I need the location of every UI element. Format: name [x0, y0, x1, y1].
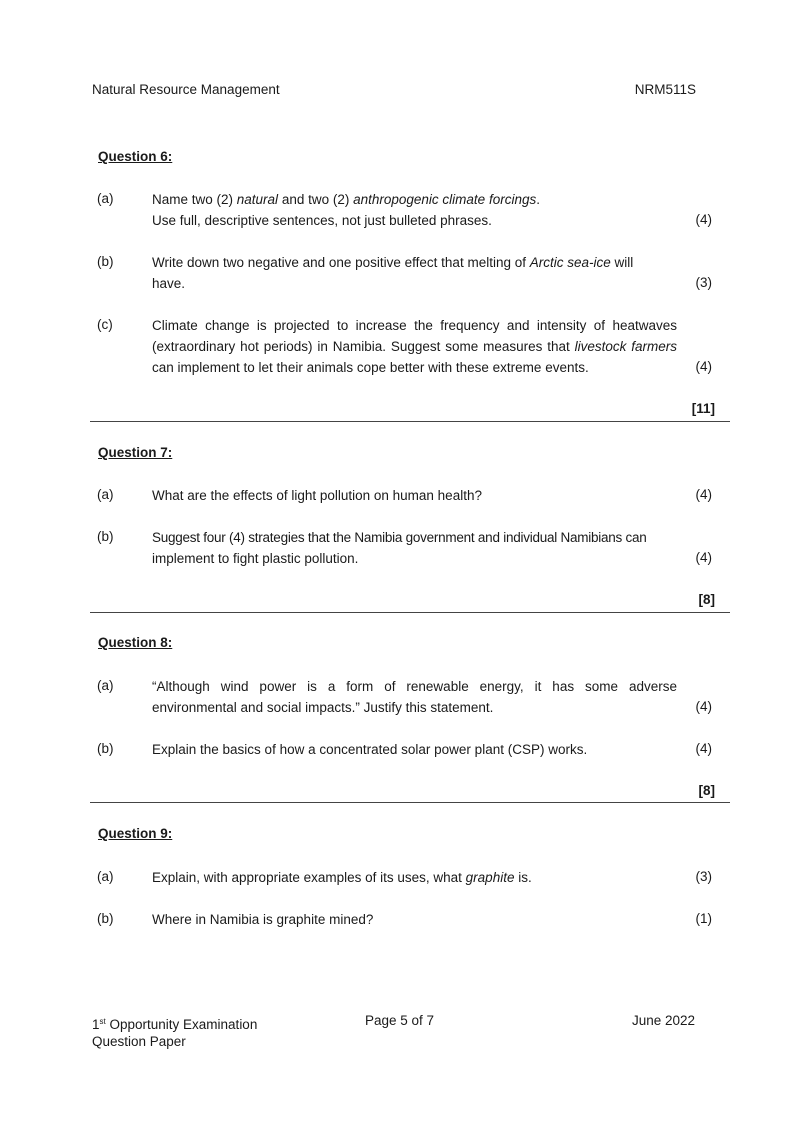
header-course-name: Natural Resource Management [92, 82, 280, 97]
q6b-marks: (3) [695, 275, 712, 290]
question-7-total: [8] [698, 592, 715, 607]
q6c-text [152, 315, 677, 378]
q8b-marks: (4) [695, 741, 712, 756]
footer-page-number: Page 5 of 7 [365, 1013, 435, 1028]
q8a-line1: “Although wind power is a form of renewable energy, it has some adverse [152, 679, 677, 694]
q9a-marks: (3) [695, 869, 712, 884]
q6a-line2: Use full, descriptive sentences, not just bulleted phrases. [152, 213, 492, 228]
question-8-total: [8] [698, 783, 715, 798]
q7b-marks: (4) [695, 550, 712, 565]
footer-exam-type [92, 1013, 257, 1050]
q6b-text [152, 252, 677, 294]
q8a-label: (a) [97, 678, 114, 693]
footer-exam-line1: 1st Opportunity Examination [92, 1017, 258, 1032]
q7a-label: (a) [97, 487, 114, 502]
q7a-marks: (4) [695, 487, 712, 502]
question-7-title: Question 7: [98, 445, 173, 460]
q6c-line3: can implement to let their animals cope better with these extreme events. [152, 360, 589, 375]
q8a-line2: environmental and social impacts.” Justify this statement. [152, 700, 494, 715]
q7b-label: (b) [97, 529, 114, 544]
q6a-text [152, 189, 677, 231]
question-6-total: [11] [691, 401, 715, 416]
q6c-line2: (extraordinary hot periods) in Namibia. Suggest some measures that livestock farmers [152, 339, 677, 354]
footer-exam-line2: Question Paper [92, 1034, 186, 1049]
q6b-label: (b) [97, 254, 114, 269]
header-course-code: NRM511S [634, 82, 696, 97]
q6b-line1: Write down two negative and one positive effect that melting of Arctic sea-ice will [152, 255, 634, 270]
q6a-marks: (4) [695, 212, 712, 227]
q8b-label: (b) [97, 741, 114, 756]
q8a-text [152, 676, 677, 718]
q6c-line1: Climate change is projected to increase the frequency and intensity of heatwaves [152, 318, 677, 333]
q8b-text: Explain the basics of how a concentrated solar power plant (CSP) works. [152, 742, 588, 757]
footer-date: June 2022 [631, 1013, 695, 1028]
q9b-label: (b) [97, 911, 114, 926]
q6c-marks: (4) [695, 359, 712, 374]
question-8-title: Question 8: [98, 635, 173, 650]
question-8-divider [90, 802, 730, 803]
q6a-line1: Name two (2) natural and two (2) anthropogenic climate forcings. [152, 192, 540, 207]
q7b-text [152, 527, 687, 569]
q6a-label: (a) [97, 191, 114, 206]
q7b-line2: implement to fight plastic pollution. [152, 551, 359, 566]
question-6-divider [90, 421, 730, 422]
q9a-text: Explain, with appropriate examples of its uses, what graphite is. [152, 870, 532, 885]
q7b-line1: Suggest four (4) strategies that the Namibia government and individual Namibians can [152, 530, 647, 545]
q6c-label: (c) [97, 317, 113, 332]
q9a-label: (a) [97, 869, 114, 884]
q6b-line2: have. [152, 276, 186, 291]
question-9-title: Question 9: [98, 826, 173, 841]
q9b-text: Where in Namibia is graphite mined? [152, 912, 374, 927]
q9b-marks: (1) [695, 911, 712, 926]
question-6-title: Question 6: [98, 149, 173, 164]
q7a-text: What are the effects of light pollution on human health? [152, 488, 482, 503]
question-7-divider [90, 612, 730, 613]
q8a-marks: (4) [695, 699, 712, 714]
